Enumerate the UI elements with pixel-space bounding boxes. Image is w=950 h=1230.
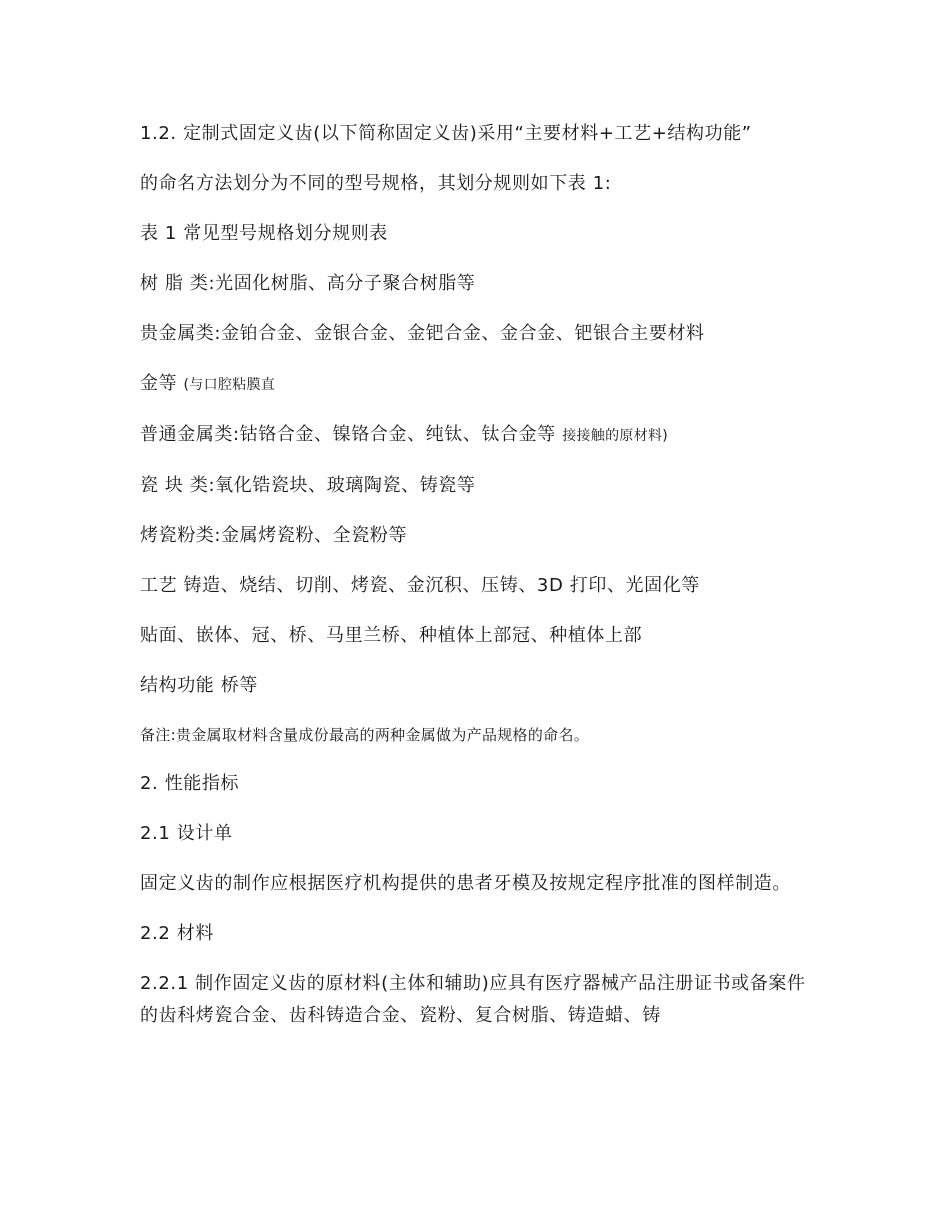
paragraph-division-rule: 的命名方法划分为不同的型号规格，其划分规则如下表 1: (140, 173, 612, 194)
paragraph-design-sheet: 固定义齿的制作应根据医疗机构提供的患者牙模及按规定程序批准的图样制造。 (140, 873, 791, 894)
table-title: 表 1 常见型号规格划分规则表 (140, 223, 388, 244)
row-resin: 树 脂 类:光固化树脂、高分子聚合树脂等 (140, 273, 476, 294)
section-heading-performance: 2. 性能指标 (140, 773, 240, 794)
section-heading-design-sheet: 2.1 设计单 (140, 823, 233, 844)
row-gold-note: (与口腔粘膜直 (183, 377, 276, 393)
document-body (140, 118, 820, 1050)
row-gold (140, 368, 820, 401)
row-common-metal-text: 普通金属类:钴铬合金、镍铬合金、纯钛、钛合金等 (140, 424, 556, 445)
section-heading-materials: 2.2 材料 (140, 923, 214, 944)
row-ceramic-block: 瓷 块 类:氧化锆瓷块、玻璃陶瓷、铸瓷等 (140, 475, 476, 496)
paragraph-materials: 2.2.1 制作固定义齿的原材料(主体和辅助)应具有医疗器械产品注册证书或备案件的齿科烤瓷合金、齿科铸造合金、瓷粉、复合树脂、铸造蜡、铸 (140, 973, 806, 1026)
paragraph-naming-method: 1.2. 定制式固定义齿(以下简称固定义齿)采用“主要材料+工艺+结构功能” (140, 123, 752, 144)
row-common-metal-note: 接接触的原材料) (562, 428, 669, 444)
row-structure-line-2: 结构功能 桥等 (140, 675, 258, 696)
row-structure-line-1: 贴面、嵌体、冠、桥、马里兰桥、种植体上部冠、种植体上部 (140, 625, 643, 646)
row-process: 工艺 铸造、烧结、切削、烤瓷、金沉积、压铸、3D 打印、光固化等 (140, 575, 700, 596)
row-precious-metal: 贵金属类:金铂合金、金银合金、金钯合金、金合金、钯银合主要材料 (140, 323, 705, 344)
row-gold-text: 金等 (140, 373, 178, 394)
row-porcelain-powder: 烤瓷粉类:金属烤瓷粉、全瓷粉等 (140, 525, 408, 546)
table-note: 备注:贵金属取材料含量成份最高的两种金属做为产品规格的命名。 (140, 726, 590, 744)
row-common-metal (140, 419, 820, 452)
